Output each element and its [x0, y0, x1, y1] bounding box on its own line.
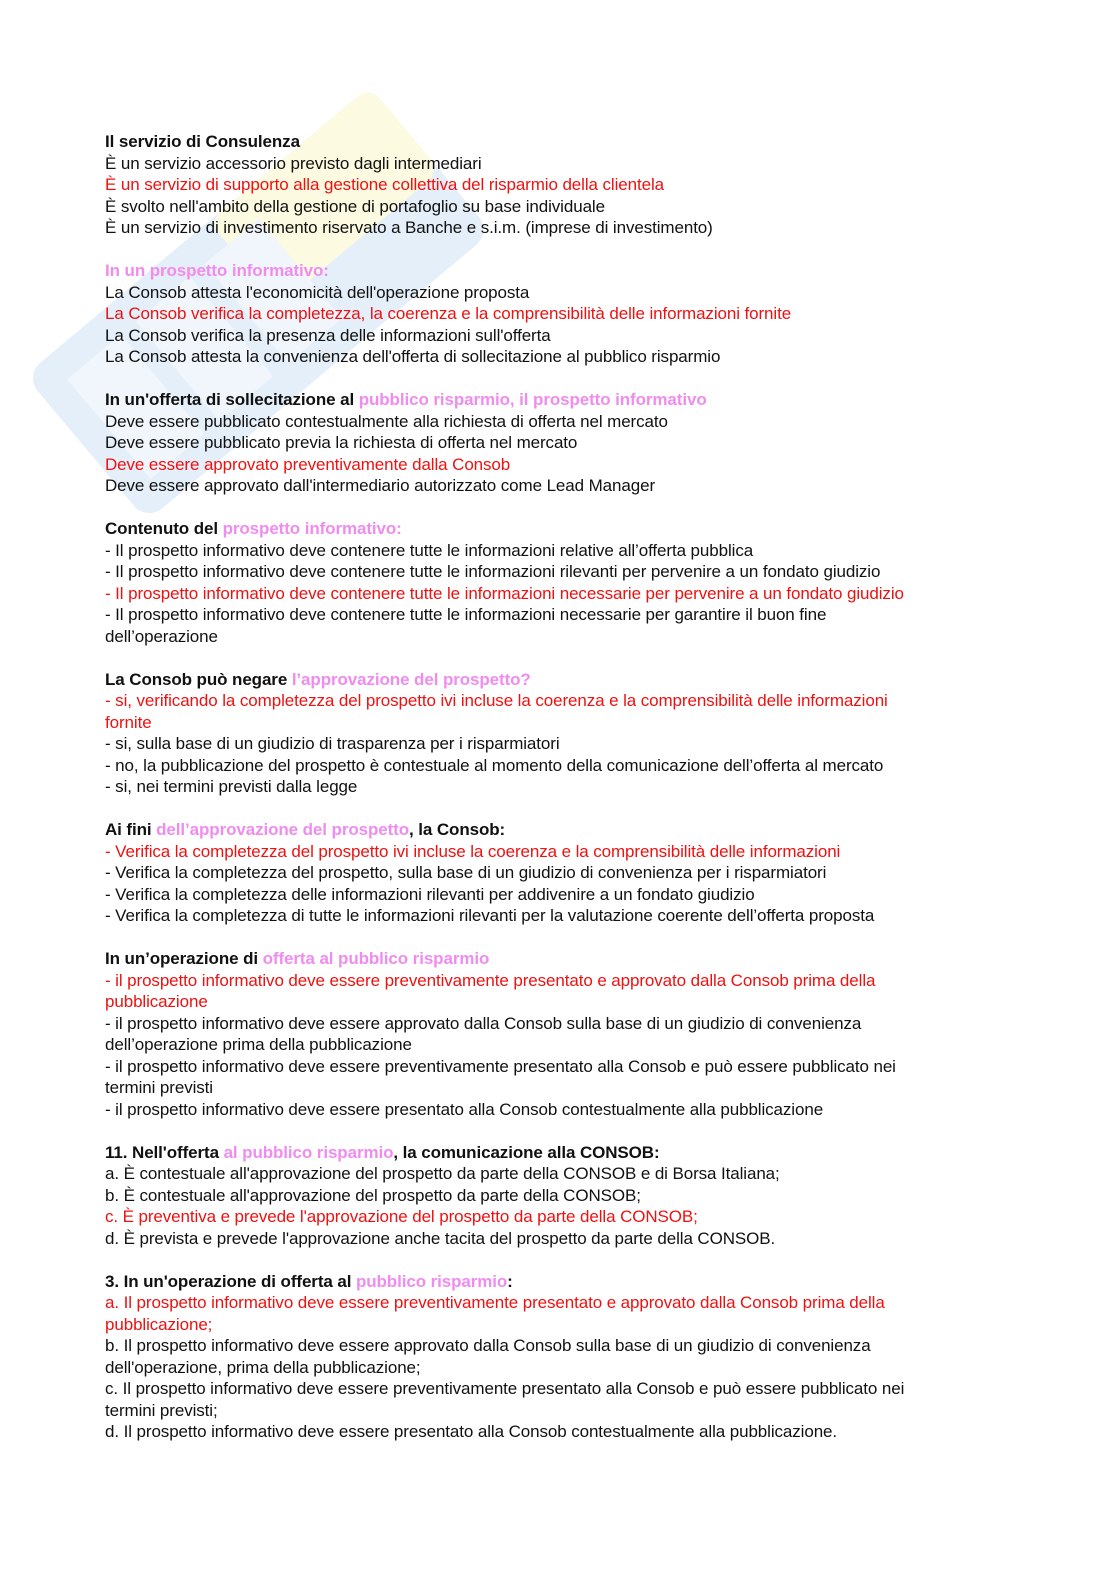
question-section — [105, 518, 1005, 647]
correct-answer-line: - si, verificando la completezza del prospetto ivi incluse la coerenza e la comprensibilità delle informazioni — [105, 691, 888, 710]
heading-text: , la comunicazione alla CONSOB: — [393, 1142, 660, 1162]
answer-line: È svolto nell'ambito della gestione di portafoglio su base individuale — [105, 196, 605, 216]
answer-line: c. Il prospetto informativo deve essere preventivamente presentato alla Consob e può essere pubblicato nei — [105, 1379, 905, 1398]
heading-text: : — [507, 1271, 513, 1291]
question-heading — [105, 948, 1005, 970]
answer-line: La Consob attesta l'economicità dell'operazione proposta — [105, 282, 530, 302]
question-heading — [105, 131, 1005, 153]
highlighted-text: dell’approvazione del prospetto — [156, 820, 410, 839]
answer-line: Deve essere pubblicato contestualmente alla richiesta di offerta nel mercato — [105, 411, 668, 431]
highlighted-text: offerta al pubblico risparmio — [262, 949, 490, 968]
heading-text: 11. Nell'offerta — [105, 1142, 224, 1162]
highlighted-text: pubblico risparmio, il prospetto informativo — [358, 390, 707, 409]
correct-answer-line: La Consob verifica la completezza, la coerenza e la comprensibilità delle informazioni fornite — [105, 304, 792, 323]
correct-answer-line: - il prospetto informativo deve essere preventivamente presentato e approvato dalla Consob prima della — [105, 970, 876, 990]
correct-answer-line: - Il prospetto informativo deve contenere tutte le informazioni necessarie per pervenire a un fondato giudizio — [105, 583, 904, 603]
question-heading — [105, 1271, 1005, 1293]
answer-line: Deve essere pubblicato previa la richiesta di offerta nel mercato — [105, 433, 578, 452]
answer-line: È un servizio di investimento riservato a Banche e s.i.m. (imprese di investimento) — [105, 218, 713, 237]
heading-text: Il servizio di Consulenza — [105, 132, 300, 151]
question-section — [105, 948, 1005, 1120]
question-heading — [105, 819, 1005, 841]
question-section — [105, 1142, 1005, 1250]
answer-line: dell’operazione — [105, 626, 218, 646]
question-section — [105, 819, 1005, 927]
answer-line: La Consob verifica la presenza delle informazioni sull'offerta — [105, 325, 551, 345]
highlighted-text: l’approvazione del prospetto? — [291, 669, 531, 689]
answer-line: - si, sulla base di un giudizio di trasparenza per i risparmiatori — [105, 734, 560, 753]
question-heading — [105, 669, 1005, 691]
answer-line: a. È contestuale all'approvazione del prospetto da parte della CONSOB e di Borsa Italiana; — [105, 1164, 780, 1183]
answer-line: b. Il prospetto informativo deve essere approvato dalla Consob sulla base di un giudizio di convenienza — [105, 1336, 871, 1355]
highlighted-text: al pubblico risparmio — [223, 1142, 394, 1162]
answer-line: - il prospetto informativo deve essere preventivamente presentato alla Consob e può essere pubblicato nei — [105, 1056, 896, 1076]
question-heading — [105, 518, 1005, 540]
answer-line: - il prospetto informativo deve essere presentato alla Consob contestualmente alla pubblicazione — [105, 1099, 824, 1119]
heading-text: In un’operazione di — [105, 949, 263, 968]
heading-text: 3. In un'operazione di offerta al — [105, 1271, 356, 1291]
question-section — [105, 389, 1005, 497]
answer-line: - il prospetto informativo deve essere approvato dalla Consob sulla base di un giudizio di convenienza — [105, 1013, 862, 1033]
answer-line: termini previsti; — [105, 1400, 218, 1420]
heading-text: In un'offerta di sollecitazione al — [105, 390, 359, 409]
correct-answer-line: Deve essere approvato preventivamente dalla Consob — [105, 454, 511, 474]
answer-line: - Verifica la completezza delle informazioni rilevanti per addivenire a un fondato giudizio — [105, 884, 755, 904]
answer-line: È un servizio accessorio previsto dagli intermediari — [105, 153, 482, 173]
correct-answer-line: - Verifica la completezza del prospetto ivi incluse la coerenza e la comprensibilità delle informazioni — [105, 841, 841, 861]
highlighted-text: pubblico risparmio — [355, 1271, 508, 1291]
answer-line: termini previsti — [105, 1078, 213, 1097]
answer-line: - Il prospetto informativo deve contenere tutte le informazioni necessarie per garantire il buon fine — [105, 605, 827, 624]
answer-line: dell’operazione prima della pubblicazione — [105, 1035, 412, 1054]
correct-answer-line: È un servizio di supporto alla gestione collettiva del risparmio della clientela — [105, 175, 664, 194]
correct-answer-line: c. È preventiva e prevede l'approvazione del prospetto da parte della CONSOB; — [105, 1207, 698, 1226]
answer-line: Deve essere approvato dall'intermediario autorizzato come Lead Manager — [105, 476, 655, 495]
heading-text: La Consob può negare — [105, 669, 292, 689]
highlighted-text: In un prospetto informativo: — [105, 261, 329, 280]
answer-line: - Il prospetto informativo deve contenere tutte le informazioni relative all’offerta pubblica — [105, 540, 754, 560]
heading-text: Ai fini — [105, 820, 157, 839]
answer-line: dell'operazione, prima della pubblicazione; — [105, 1357, 421, 1377]
document-body — [105, 131, 1005, 1464]
heading-text: Contenuto del — [105, 519, 223, 538]
question-section — [105, 669, 1005, 798]
answer-line: - Verifica la completezza del prospetto, sulla base di un giudizio di convenienza per i risparmiatori — [105, 863, 827, 882]
question-section — [105, 131, 1005, 239]
answer-line: - si, nei termini previsti dalla legge — [105, 777, 358, 796]
heading-text: , la Consob: — [409, 820, 506, 839]
answer-line: - Verifica la completezza di tutte le informazioni rilevanti per la valutazione coerente dell’offerta proposta — [105, 906, 875, 925]
correct-answer-line: a. Il prospetto informativo deve essere preventivamente presentato e approvato dalla Consob prima della — [105, 1293, 885, 1312]
answer-line: b. È contestuale all'approvazione del prospetto da parte della CONSOB; — [105, 1185, 641, 1205]
question-heading — [105, 1142, 1005, 1164]
answer-line: - no, la pubblicazione del prospetto è contestuale al momento della comunicazione dell’offerta al mercato — [105, 755, 884, 775]
correct-answer-line: pubblicazione — [105, 992, 208, 1011]
answer-line: - Il prospetto informativo deve contenere tutte le informazioni rilevanti per pervenire a un fondato giudizio — [105, 562, 881, 581]
answer-line: La Consob attesta la convenienza dell'offerta di sollecitazione al pubblico risparmio — [105, 347, 721, 366]
answer-line: d. È prevista e prevede l'approvazione anche tacita del prospetto da parte della CONSOB. — [105, 1228, 776, 1248]
correct-answer-line: fornite — [105, 712, 152, 732]
answer-line: d. Il prospetto informativo deve essere presentato alla Consob contestualmente alla pubblicazione. — [105, 1422, 838, 1441]
question-section — [105, 1271, 1005, 1443]
question-section — [105, 260, 1005, 368]
highlighted-text: prospetto informativo: — [222, 519, 402, 538]
correct-answer-line: pubblicazione; — [105, 1314, 213, 1334]
question-heading — [105, 260, 1005, 282]
question-heading — [105, 389, 1005, 411]
